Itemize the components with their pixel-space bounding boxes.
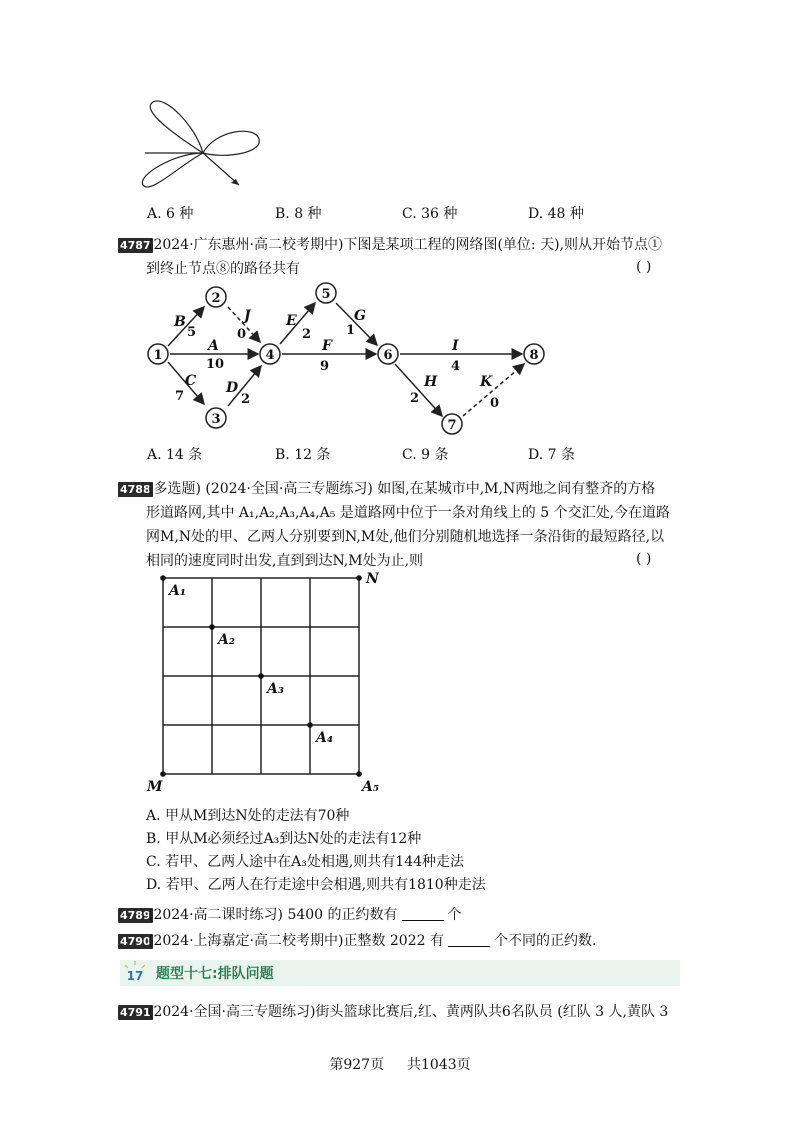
node-1-label: 1 (153, 348, 163, 363)
edge-weight-K: 0 (490, 396, 500, 411)
petal-figure (135, 95, 265, 195)
edge-letter-B: B (174, 314, 186, 330)
point-a3 (258, 673, 264, 679)
option-c[interactable]: C. 36 种 (402, 206, 458, 222)
edge-weight-I: 4 (451, 359, 461, 374)
edge-weight-C: 7 (175, 389, 185, 404)
option-c[interactable]: C. 9 条 (402, 447, 449, 463)
edge-weight-B: 5 (187, 325, 197, 340)
node-2-label: 2 (211, 291, 221, 306)
option-b[interactable]: B. 12 条 (275, 447, 331, 463)
edge-letter-H: H (424, 374, 438, 390)
question-text: 到终止节点⑧的路径共有 (146, 261, 300, 277)
option-b[interactable]: B. 甲从M必须经过A₃到达N处的走法有12种 (146, 831, 422, 847)
point-n (356, 575, 362, 581)
edge-weight-F: 9 (320, 359, 330, 374)
option-d[interactable]: D. 7 条 (528, 447, 575, 463)
label-a5: A₅ (362, 779, 379, 795)
edge-letter-F: F (322, 338, 332, 354)
question-text-post: 个 (447, 907, 462, 923)
section-badge-icon (122, 961, 148, 985)
edge-letter-I: I (452, 338, 459, 354)
petal-right (203, 131, 259, 155)
edge-weight-J: 0 (237, 327, 247, 342)
section-header (120, 960, 680, 986)
question-text: (2024·全国·高三专题练习)街头篮球比赛后,红、黄两队共6名队员 (红队 3 人,黄队 3 (148, 1004, 669, 1020)
petal-lower-left (142, 153, 203, 187)
question-text: 形道路网,其中 A₁,A₂,A₃,A₄,A₅ 是道路网中位于一条对角线上的 5 个交汇处,今在道路 (146, 505, 671, 521)
section-title: 题型十七:排队问题 (156, 966, 274, 982)
edge-weight-A: 10 (206, 357, 225, 372)
question-number: 4787 (120, 239, 151, 252)
point-a2 (209, 624, 215, 630)
option-b[interactable]: B. 8 种 (275, 206, 322, 222)
edge-letter-D: D (226, 380, 239, 396)
option-d[interactable]: D. 48 种 (528, 206, 584, 222)
page-footer (0, 1054, 800, 1074)
page-number: 第927页 (329, 1057, 385, 1073)
answer-parentheses: ( ) (636, 259, 652, 275)
question-text-pre: (2024·上海嘉定·高二校考期中)正整数 2022 有 (148, 933, 444, 949)
label-a1: A₁ (169, 583, 186, 599)
answer-parentheses: ( ) (636, 551, 652, 567)
node-3-label: 3 (211, 412, 221, 427)
petal-upper-left (150, 101, 203, 153)
question-number: 4791 (120, 1006, 151, 1019)
question-text (148, 931, 596, 951)
option-a[interactable]: A. 6 种 (147, 206, 194, 222)
question-text-post: 个不同的正约数. (493, 933, 597, 949)
question-text: 相同的速度同时出发,直到到达N,M处为止,则 (146, 553, 424, 569)
edge-letter-C: C (185, 373, 197, 389)
answer-blank[interactable] (402, 906, 444, 921)
question-text: 网M,N处的甲、乙两人分别要到N,M处,他们分别随机地选择一条沿街的最短路径,以 (146, 529, 665, 545)
edge-letter-A: A (208, 338, 219, 354)
edge-letter-J: J (244, 308, 251, 324)
option-a[interactable]: A. 14 条 (147, 447, 203, 463)
network-diagram (140, 280, 560, 440)
question-text-pre: (2024·高二课时练习) 5400 的正约数有 (148, 907, 398, 923)
edge-weight-E: 2 (302, 327, 312, 342)
node-8-label: 8 (529, 348, 539, 363)
node-4-label: 4 (265, 348, 275, 363)
question-number: 4789 (120, 909, 151, 922)
section-number: 17 (126, 969, 144, 983)
question-text: (多选题) (2024·全国·高三专题练习) 如图,在某城市中,M,N两地之间有整齐的方格 (148, 481, 656, 497)
question-text (148, 905, 462, 925)
edge-weight-H: 2 (410, 391, 420, 406)
label-n: N (366, 571, 379, 587)
option-a[interactable]: A. 甲从M到达N处的走法有70种 (146, 808, 350, 824)
edge-letter-K: K (480, 374, 493, 390)
node-6-label: 6 (383, 348, 393, 363)
option-c[interactable]: C. 若甲、乙两人途中在A₃处相遇,则共有144种走法 (146, 854, 465, 870)
page-total: 共1043页 (407, 1057, 471, 1073)
point-a1 (160, 575, 166, 581)
edge-weight-G: 1 (346, 323, 356, 338)
point-a4 (307, 722, 313, 728)
grid-diagram (145, 565, 395, 795)
edge-letter-G: G (354, 308, 366, 324)
node-7-label: 7 (447, 418, 457, 433)
edge-weight-D: 2 (241, 392, 251, 407)
edge-letter-E: E (286, 313, 297, 329)
point-a5 (356, 771, 362, 777)
option-d[interactable]: D. 若甲、乙两人在行走途中会相遇,则共有1810种走法 (146, 877, 486, 893)
node-5-label: 5 (321, 287, 331, 302)
answer-blank[interactable] (448, 932, 490, 947)
point-m (160, 771, 166, 777)
label-m: M (147, 779, 163, 795)
question-number: 4790 (120, 935, 151, 948)
label-a4: A₄ (316, 730, 333, 746)
label-a3: A₃ (267, 681, 284, 697)
label-a2: A₂ (218, 632, 235, 648)
question-text: (2024·广东惠州·高二校考期中)下图是某项工程的网络图(单位: 天),则从开始节点① (148, 237, 662, 253)
question-number: 4788 (120, 483, 151, 496)
